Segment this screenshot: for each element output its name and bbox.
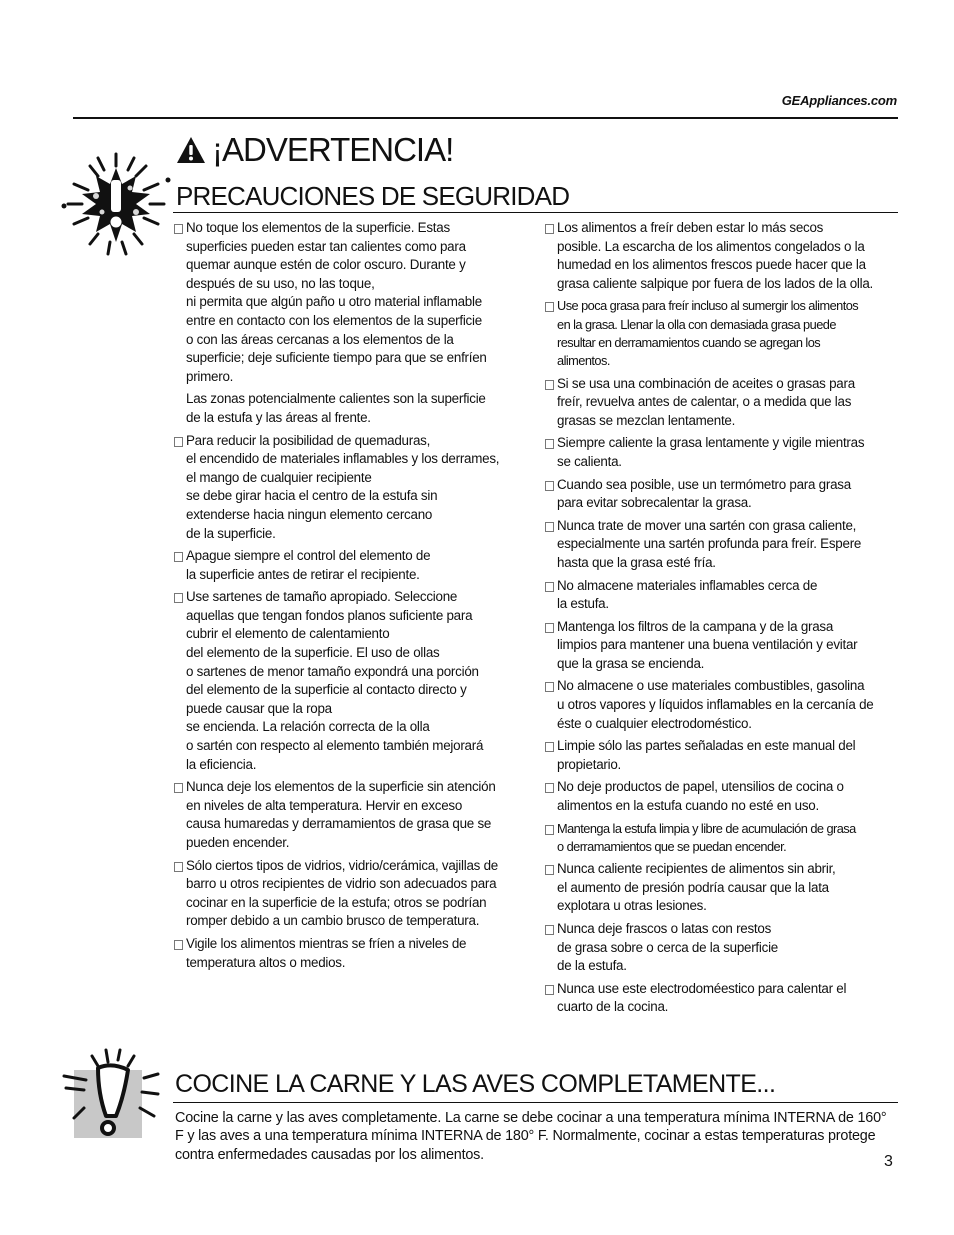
list-item-text: Nunca deje frascos o latas con restos de grasa sobre o cerca de la superficie de la estufa. (557, 921, 778, 974)
bullet-box-icon (545, 439, 554, 449)
bullet-box-icon (545, 481, 554, 491)
bullet-box-icon (545, 224, 554, 234)
list-item-text: No toque los elementos de la superficie. Estas superficies pueden estar tan calientes como para quemar aunque estén de color oscuro. Durante y después de su uso, no las toque, ni permita que algún paño u otro material inflamable entre en contacto con los elementos de la superficie o con las áreas cercanas a los elementos de la superficie; deje suficiente tiempo para que se enfríen primero. (186, 220, 487, 384)
list-item (544, 778, 902, 815)
list-item (544, 737, 902, 774)
list-item-text: Limpie sólo las partes señaladas en este manual del propietario. (557, 738, 856, 772)
bullet-box-icon (545, 522, 554, 532)
list-item (173, 432, 529, 544)
list-item (544, 517, 902, 573)
list-item-text: Los alimentos a freír deben estar lo más secos posible. La escarcha de los alimentos congelados o la humedad en los alimentos frescos puede hacer que la grasa caliente salpique por fuera de los lados de la olla. (557, 220, 874, 291)
list-item (173, 778, 529, 852)
bullet-box-icon (174, 783, 183, 793)
bullet-box-icon (545, 623, 554, 633)
list-item-text: Si se usa una combinación de aceites o grasas para freír, revuelva antes de calentar, o a medida que las grasas se mezclan lentamente. (557, 375, 855, 428)
list-item-text: Sólo ciertos tipos de vidrios, vidrio/cerámica, vajillas de barro u otros recipientes de vidrio son adecuados para cocinar en la superficie de la estufa; otros se podrían romper debido a un cambio brusco de temperatura. (186, 857, 498, 929)
list-item-text: Nunca caliente recipientes de alimentos sin abrir, el aumento de presión podría causar que la lata explotara u otras lesiones. (557, 861, 836, 914)
bullet-box-icon (545, 582, 554, 592)
bullet-box-icon (174, 862, 183, 872)
bullet-box-icon (545, 825, 554, 835)
list-item-note: Las zonas potencialmente calientes son la superficie de la estufa y las áreas al frente. (186, 391, 486, 425)
page-number: 3 (884, 1153, 893, 1170)
list-item-text: Mantenga la estufa limpia y libre de acumulación de grasa o derramamientos que se puedan encender. (557, 820, 856, 854)
list-item (544, 476, 902, 513)
list-item (544, 920, 902, 976)
list-item (544, 860, 902, 916)
list-item-text: No deje productos de papel, utensilios de cocina o alimentos en la estufa cuando no esté en uso. (557, 779, 844, 814)
list-item-text: Apague siempre el control del elemento de la superficie antes de retirar el recipiente. (186, 548, 431, 582)
list-item (173, 857, 529, 931)
top-divider (73, 117, 898, 119)
list-item (544, 820, 902, 857)
list-item-text: Vigile los alimentos mientras se fríen a niveles de temperatura altos o medios. (186, 935, 467, 970)
list-item-text: Nunca use este electrodoméestico para calentar el cuarto de la cocina. (557, 980, 847, 1015)
list-item (173, 588, 529, 774)
right-column (544, 219, 902, 1021)
warning-triangle-icon (176, 136, 206, 164)
list-item (544, 434, 902, 471)
section-divider (173, 212, 898, 213)
bullet-box-icon (545, 985, 554, 995)
warning-title: ¡ADVERTENCIA! (212, 131, 454, 168)
left-column (173, 219, 529, 976)
bullet-box-icon (174, 593, 183, 603)
list-item-text: Nunca deje los elementos de la superficie sin atención en niveles de alta temperatura. Hervir en exceso causa humaredas y derramamientos de grasa que se pueden encender. (186, 779, 496, 850)
list-item-text: Nunca trate de mover una sartén con grasa caliente, especialmente una sartén profunda para freír. Espere hasta que la grasa esté fría. (557, 517, 862, 570)
list-item-text: No almacene o use materiales combustibles, gasolina u otros vapores y líquidos inflamables en la cercanía de éste o cualquier electrodoméstico. (557, 678, 874, 731)
list-item (544, 219, 902, 293)
warning-heading (176, 130, 453, 170)
list-item (544, 618, 902, 674)
section-divider (173, 1102, 898, 1103)
exclamation-alert-icon (62, 1048, 162, 1140)
website-url: GEAppliances.com (781, 93, 897, 108)
list-item (544, 677, 902, 733)
list-item (544, 577, 902, 614)
list-item-text: Use sartenes de tamaño apropiado. Seleccione aquellas que tengan fondos planos suficiente para cubrir el elemento de calentamiento del elemento de la superficie. El uso de ollas o sartenes de menor tamaño expondrá una porción del elemento de la superficie al contacto directo y puede causar que la ropa se encienda. La relación correcta de la olla o sartén con respecto al elemento también mejorará la eficiencia. (186, 589, 484, 772)
bullet-box-icon (174, 552, 183, 562)
list-item-text: Mantenga los filtros de la campana y de la grasa limpios para mantener una buena ventilación y evitar que la grasa se encienda. (557, 618, 858, 671)
bullet-box-icon (545, 783, 554, 793)
list-item-text: Cuando sea posible, use un termómetro para grasa para evitar sobrecalentar la grasa. (557, 476, 851, 511)
bullet-box-icon (174, 940, 183, 950)
bullet-box-icon (545, 302, 554, 312)
list-item-text: No almacene materiales inflamables cerca de la estufa. (557, 577, 818, 612)
list-item (544, 980, 902, 1017)
list-item (544, 375, 902, 431)
list-item (173, 547, 529, 584)
list-item (544, 297, 902, 370)
list-item (173, 219, 529, 386)
cook-paragraph: Cocine la carne y las aves completamente. La carne se debe cocinar a una temperatura mínima INTERNA de 160° F y las aves a una temperatura mínima INTERNA de 180° F. Normalmente, cocinar a estas temperaturas protege contra enfermedades causadas por los alimentos. (175, 1110, 887, 1163)
bullet-box-icon (545, 865, 554, 875)
bullet-box-icon (545, 380, 554, 390)
section-title-safety: PRECAUCIONES DE SEGURIDAD (176, 181, 570, 211)
section-title-cook: COCINE LA CARNE Y LAS AVES COMPLETAMENTE... (175, 1070, 776, 1098)
bullet-box-icon (545, 925, 554, 935)
bullet-box-icon (174, 437, 183, 447)
bullet-box-icon (545, 682, 554, 692)
list-item (173, 935, 529, 972)
bullet-box-icon (174, 224, 183, 234)
list-item-text: Use poca grasa para freír incluso al sumergir los alimentos en la grasa. Llenar la olla con demasiada grasa puede resultar en derramamientos cuando se agregan los alimentos. (557, 298, 859, 369)
list-item-text: Siempre caliente la grasa lentamente y vigile mientras se calienta. (557, 435, 865, 469)
exclamation-starburst-icon (60, 150, 172, 262)
bullet-box-icon (545, 742, 554, 752)
list-item-text: Para reducir la posibilidad de quemaduras, el encendido de materiales inflamables y los derrames, el mango de cualquier recipiente se debe girar hacia el centro de la estufa sin extenderse hacia ningun elemento cercano de la superficie. (186, 432, 500, 541)
